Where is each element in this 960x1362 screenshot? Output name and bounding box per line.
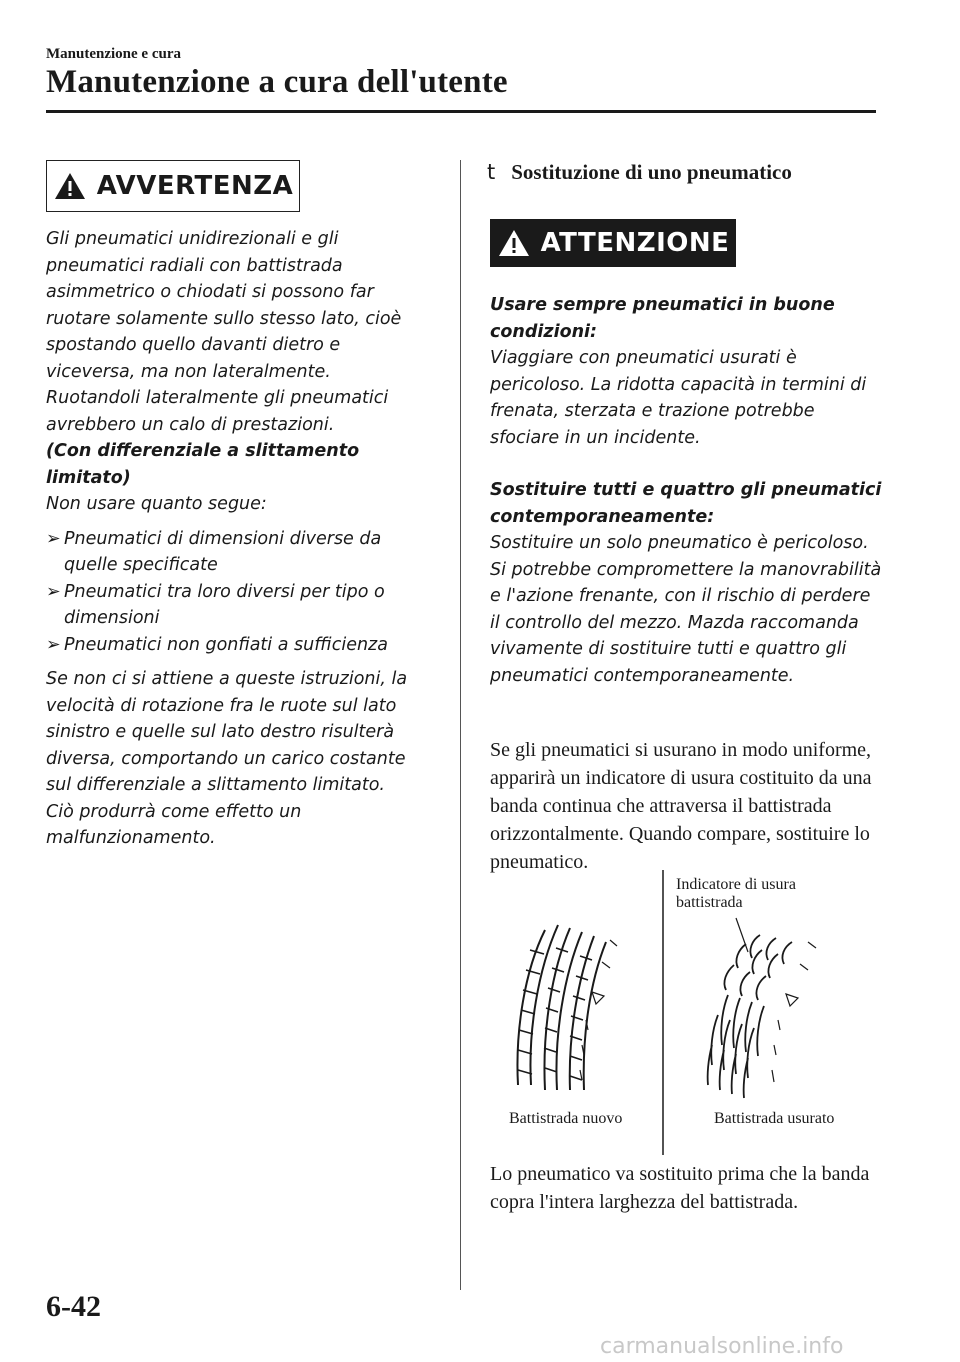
arrow-bullet-icon: ➢ <box>46 581 61 602</box>
section-marker: t <box>487 160 496 184</box>
arrow-bullet-icon: ➢ <box>46 634 61 655</box>
warning-bullet-list <box>46 526 418 659</box>
new-tread-label: Battistrada nuovo <box>509 1110 623 1127</box>
arrow-bullet-icon: ➢ <box>46 528 61 549</box>
list-item: ➢ Pneumatici tra loro diversi per tipo o dimensioni <box>46 579 418 632</box>
worn-tread-label: Battistrada usurato <box>714 1110 835 1127</box>
warning-intro: Non usare quanto segue: <box>46 494 267 514</box>
title-rule <box>46 110 876 113</box>
warning-triangle-icon <box>53 171 87 201</box>
caution-text <box>490 292 882 689</box>
tread-wear-figure <box>490 870 870 1155</box>
caution-box <box>490 219 736 267</box>
column-divider <box>460 160 461 1290</box>
page-number: 6-42 <box>46 1290 101 1323</box>
warning-box <box>46 160 300 212</box>
warning-label: AVVERTENZA <box>96 171 294 201</box>
list-item: ➢ Pneumatici di dimensioni diverse da quelle specificate <box>46 526 418 579</box>
section-title: Sostituzione di uno pneumatico <box>511 160 792 184</box>
warning-triangle-icon <box>497 228 531 258</box>
list-item: ➢ Pneumatici non gonfiati a sufficienza <box>46 632 418 659</box>
wear-indicator-label: Indicatore di usura battistrada <box>676 876 796 911</box>
caution-title-2: Sostituire tutti e quattro gli pneumatici contemporaneamente: <box>490 480 882 527</box>
caution-body-1: Viaggiare con pneumatici usurati è pericoloso. La ridotta capacità in termini di frenata, sterzata e trazione potrebbe sfociare in un incidente. <box>490 348 867 448</box>
warning-subheading: (Con differenziale a slittamento limitato) <box>46 441 360 488</box>
warning-paragraph: Gli pneumatici unidirezionali e gli pneumatici radiali con battistrada asimmetrico o chiodati si possono far ruotare solamente sullo stesso lato, cioè spostando quello davanti dietro e viceversa, ma non lateralmente. Ruotandoli lateralmente gli pneumatici avrebbero un calo di prestazioni. <box>46 229 402 435</box>
caution-label: ATTENZIONE <box>540 228 730 258</box>
section-heading <box>487 160 792 185</box>
warning-text <box>46 226 418 852</box>
caution-body-2: Sostituire un solo pneumatico è pericoloso. Si potrebbe compromettere la manovrabilità e l'azione frenante, con il rischio di perdere il controllo del mezzo. Mazda raccomanda vivamente di sostituire tutti e quattro gli pneumatici contemporaneamente. <box>490 533 882 686</box>
section-label: Manutenzione e cura <box>46 46 181 62</box>
page-title: Manutenzione a cura dell'utente <box>46 64 508 100</box>
warning-consequence: Se non ci si attiene a queste istruzioni, la velocità di rotazione fra le ruote sul lato sinistro e quelle sul lato destro risulterà diversa, comportando un carico costante sul differenziale a slittamento limitato. Ciò produrrà come effetto un malfunzionamento. <box>46 669 408 848</box>
watermark: carmanualsonline.info <box>600 1334 844 1359</box>
replacement-paragraph: Lo pneumatico va sostituito prima che la banda copra l'intera larghezza del battistrada. <box>490 1163 870 1213</box>
wear-indicator-paragraph: Se gli pneumatici si usurano in modo uniforme, apparirà un indicatore di usura costituito da una banda continua che attraversa il battistrada orizzontalmente. Quando compare, sostituire lo pneumatico. <box>490 739 872 873</box>
caution-title-1: Usare sempre pneumatici in buone condizioni: <box>490 295 835 342</box>
